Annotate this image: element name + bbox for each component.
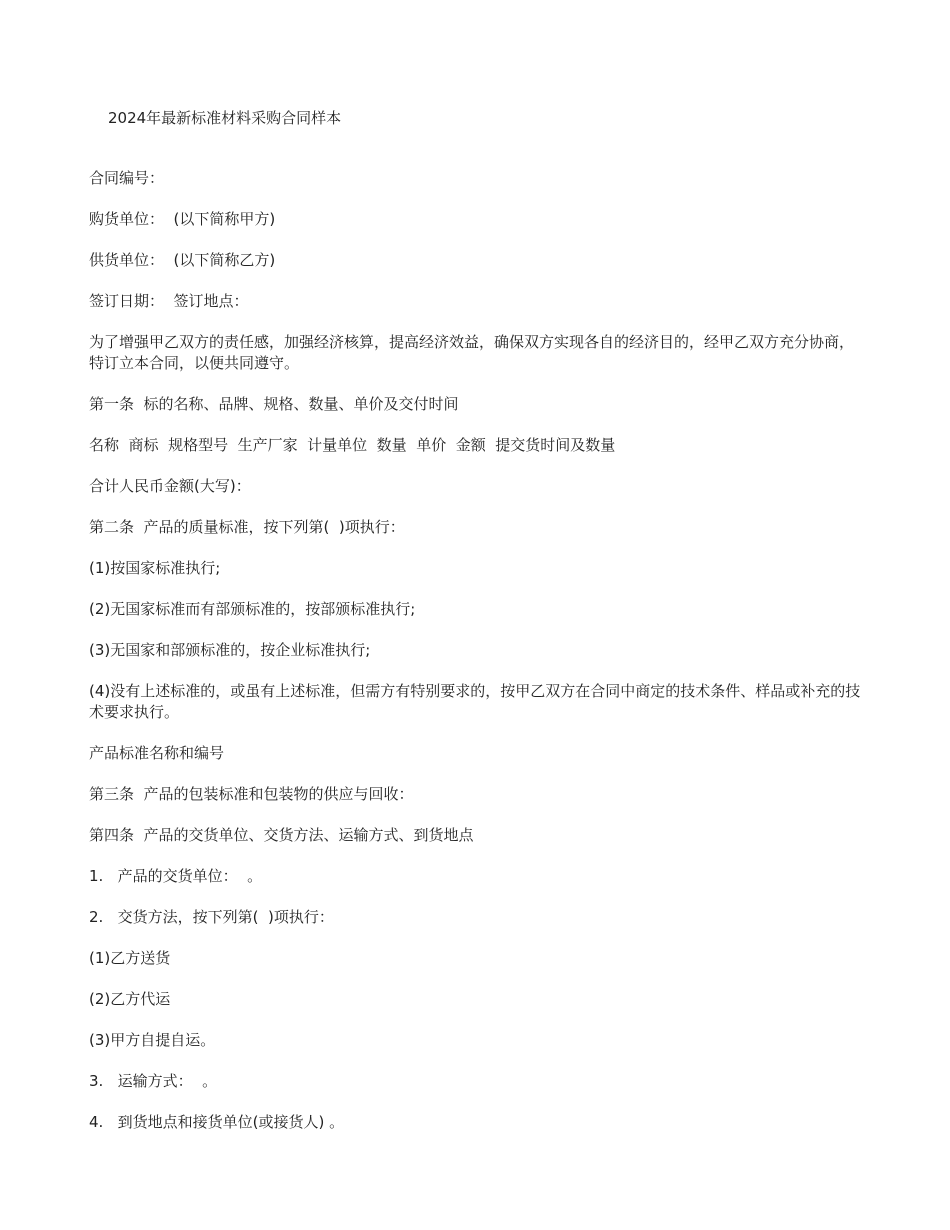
article-1-heading: 第一条 标的名称、品牌、规格、数量、单价及交付时间	[89, 395, 459, 413]
contract-number-line: 合同编号：	[89, 169, 165, 187]
supplier-line: 供货单位： (以下简称乙方)	[89, 251, 276, 269]
item-columns-line: 名称 商标 规格型号 生产厂家 计量单位 数量 单价 金额 提交货时间及数量	[89, 436, 616, 454]
total-amount-line: 合计人民币金额(大写)：	[89, 477, 251, 495]
buyer-line: 购货单位： (以下简称甲方)	[89, 210, 276, 228]
arrival-place-line: 4. 到货地点和接货单位(或接货人) 。	[89, 1113, 345, 1131]
quality-option-4: (4)没有上述标准的，或虽有上述标准，但需方有特别要求的，按甲乙双方在合同中商定的技术条件、样品或补充的技术要求执行。	[89, 682, 861, 721]
document-body	[89, 168, 864, 1153]
document-title: 2024年最新标准材料采购合同样本	[108, 109, 342, 127]
delivery-method-line: 2. 交货方法，按下列第( )项执行：	[89, 908, 334, 926]
quality-option-2: (2)无国家标准而有部颁标准的，按部颁标准执行;	[89, 600, 416, 618]
transport-method-line: 3. 运输方式： 。	[89, 1072, 218, 1090]
delivery-option-1: (1)乙方送货	[89, 949, 171, 967]
delivery-unit-line: 1. 产品的交货单位： 。	[89, 867, 263, 885]
signing-date-place-line: 签订日期： 签订地点：	[89, 292, 249, 310]
preamble-paragraph: 为了增强甲乙双方的责任感，加强经济核算，提高经济效益，确保双方实现各自的经济目的，经甲乙双方充分协商，特订立本合同，以便共同遵守。	[89, 333, 855, 372]
quality-option-3: (3)无国家和部颁标准的，按企业标准执行;	[89, 641, 371, 659]
delivery-option-2: (2)乙方代运	[89, 990, 171, 1008]
article-3-heading: 第三条 产品的包装标准和包装物的供应与回收：	[89, 785, 414, 803]
article-2-heading: 第二条 产品的质量标准，按下列第( )项执行：	[89, 518, 405, 536]
article-4-heading: 第四条 产品的交货单位、交货方法、运输方式、到货地点	[89, 826, 474, 844]
quality-option-1: (1)按国家标准执行;	[89, 559, 221, 577]
delivery-option-3: (3)甲方自提自运。	[89, 1031, 216, 1049]
product-standard-line: 产品标准名称和编号	[89, 744, 225, 762]
